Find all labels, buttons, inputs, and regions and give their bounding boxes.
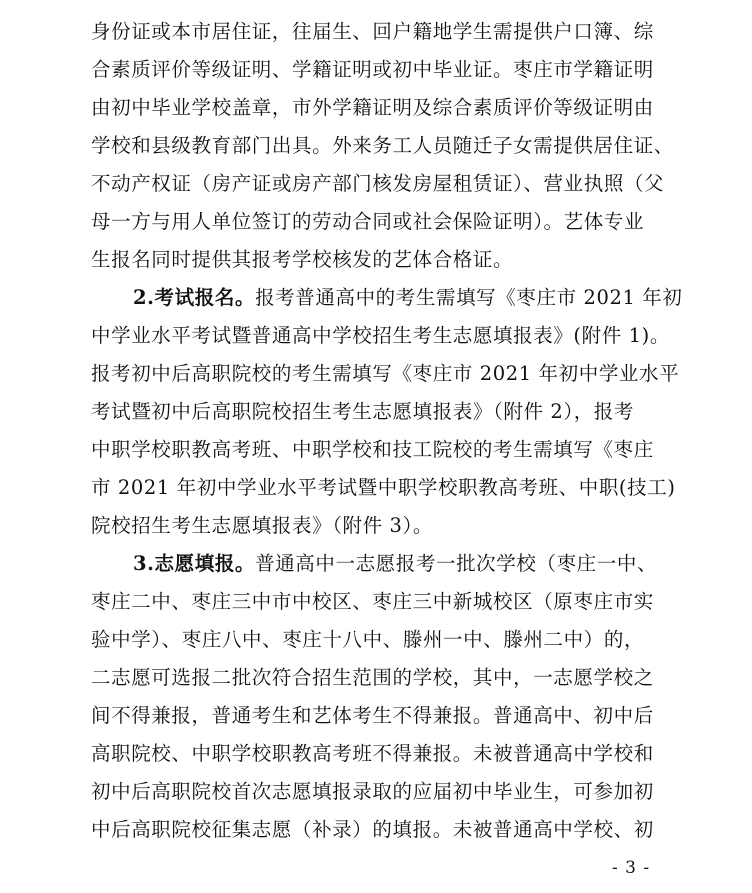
text-line: 不动产权证（房产证或房产部门核发房屋租赁证）、营业执照（父: [91, 172, 665, 195]
text-line: 学校和县级教育部门出具。外来务工人员随迁子女需提供居住证、: [91, 134, 674, 157]
text-line: 间不得兼报，普通考生和艺体考生不得兼报。普通高中、初中后: [91, 704, 654, 727]
text-line: 母一方与用人单位签订的劳动合同或社会保险证明）。艺体专业: [91, 210, 645, 233]
page-number: - 3 -: [612, 858, 651, 878]
section-2-heading: 2.考试报名。: [133, 286, 256, 309]
text-line: 身份证或本市居住证，往届生、回户籍地学生需提供户口簿、综: [91, 20, 654, 43]
text-line: 枣庄二中、枣庄三中市中校区、枣庄三中新城校区（原枣庄市实: [91, 590, 654, 613]
text-line: 初中后高职院校首次志愿填报录取的应届初中毕业生，可参加初: [91, 780, 654, 803]
text-line: 由初中毕业学校盖章，市外学籍证明及综合素质评价等级证明由: [91, 96, 654, 119]
text-line: 市 2021 年初中学业水平考试暨中职学校职教高考班、中职(技工): [91, 476, 676, 499]
text-line: 中职学校职教高考班、中职学校和技工院校的考生需填写《枣庄: [91, 438, 654, 461]
section-3-heading: 3.志愿填报。: [133, 552, 256, 575]
text-line: 院校招生考生志愿填报表》（附件 3）。: [91, 514, 434, 537]
text-line: 验中学）、枣庄八中、枣庄十八中、滕州一中、滕州二中）的，: [91, 628, 645, 651]
text-line: 高职院校、中职学校职教高考班不得兼报。未被普通高中学校和: [91, 742, 654, 765]
text-line: 二志愿可选报二批次符合招生范围的学校，其中，一志愿学校之: [91, 666, 654, 689]
text-line: 生报名同时提供其报考学校核发的艺体合格证。: [91, 248, 514, 271]
text-line: 中后高职院校征集志愿（补录）的填报。未被普通高中学校、初: [91, 818, 654, 841]
section-2-heading-line: 2.考试报名。报考普通高中的考生需填写《枣庄市 2021 年初: [133, 286, 683, 309]
text-line: 考试暨初中后高职院校招生考生志愿填报表》（附件 2），报考: [91, 400, 635, 423]
text-line: 合素质评价等级证明、学籍证明或初中毕业证。枣庄市学籍证明: [91, 58, 654, 81]
text-line: 报考初中后高职院校的考生需填写《枣庄市 2021 年初中学业水平: [91, 362, 680, 385]
text-line: 中学业水平考试暨普通高中学校招生考生志愿填报表》(附件 1)。: [91, 324, 670, 347]
section-3-heading-line: 3.志愿填报。普通高中一志愿报考一批次学校（枣庄一中、: [133, 552, 658, 575]
